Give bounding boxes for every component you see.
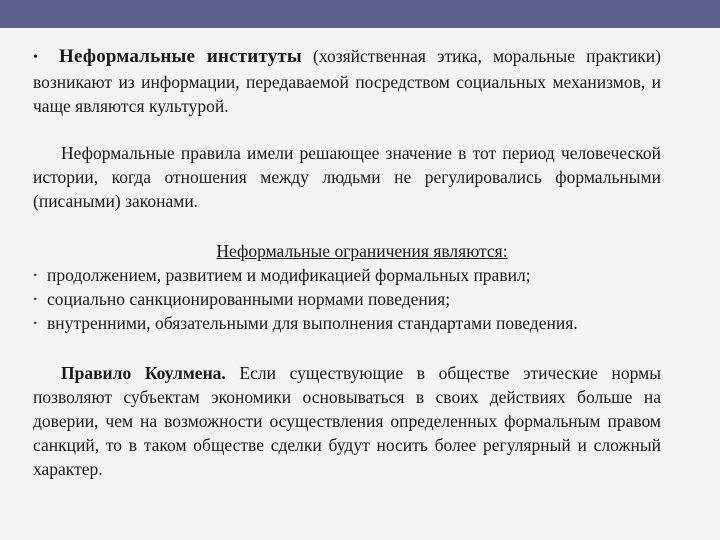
- informal-rules-paragraph: Неформальные правила имели решающее значение в тот период человеческой истории, когда отношения между людьми не регулировались формальными (писаными) законами.: [33, 143, 661, 211]
- bullet-icon: •: [33, 268, 38, 282]
- list-item: • продолжением, развитием и модификацией формальных правил;: [33, 265, 531, 285]
- list-item: • внутренними, обязательными для выполнения стандартами поведения.: [33, 313, 578, 333]
- limits-heading: Неформальные ограничения являются:: [216, 241, 508, 261]
- bullet-icon: •: [33, 292, 38, 306]
- informal-institutions-text: (хозяйственная этика, моральные практики) возникают из информации, передаваемой посредством социальных механизмов, и чаще являются культурой.: [33, 46, 662, 116]
- slide-content: [33, 44, 661, 481]
- limits-list: [33, 263, 661, 335]
- list-item: • социально санкционированными нормами поведения;: [33, 289, 451, 309]
- coleman-rule-text: Если существующие в обществе этические нормы позволяют субъектам экономики основываться в своих действиях больше на доверии, чем на возможности осуществления определенных формальным правом санкций, то в таком обществе сделки будут носить более регулярный и сложный характер.: [33, 363, 661, 479]
- coleman-rule-paragraph: [33, 361, 661, 481]
- coleman-rule-term: Правило Коулмена.: [61, 363, 226, 383]
- informal-institutions-paragraph: [33, 44, 661, 118]
- bullet-icon: •: [33, 316, 38, 330]
- slide-header-bar: [0, 0, 720, 28]
- informal-institutions-term: Неформальные институты: [59, 46, 302, 67]
- bullet-icon: •: [33, 50, 38, 65]
